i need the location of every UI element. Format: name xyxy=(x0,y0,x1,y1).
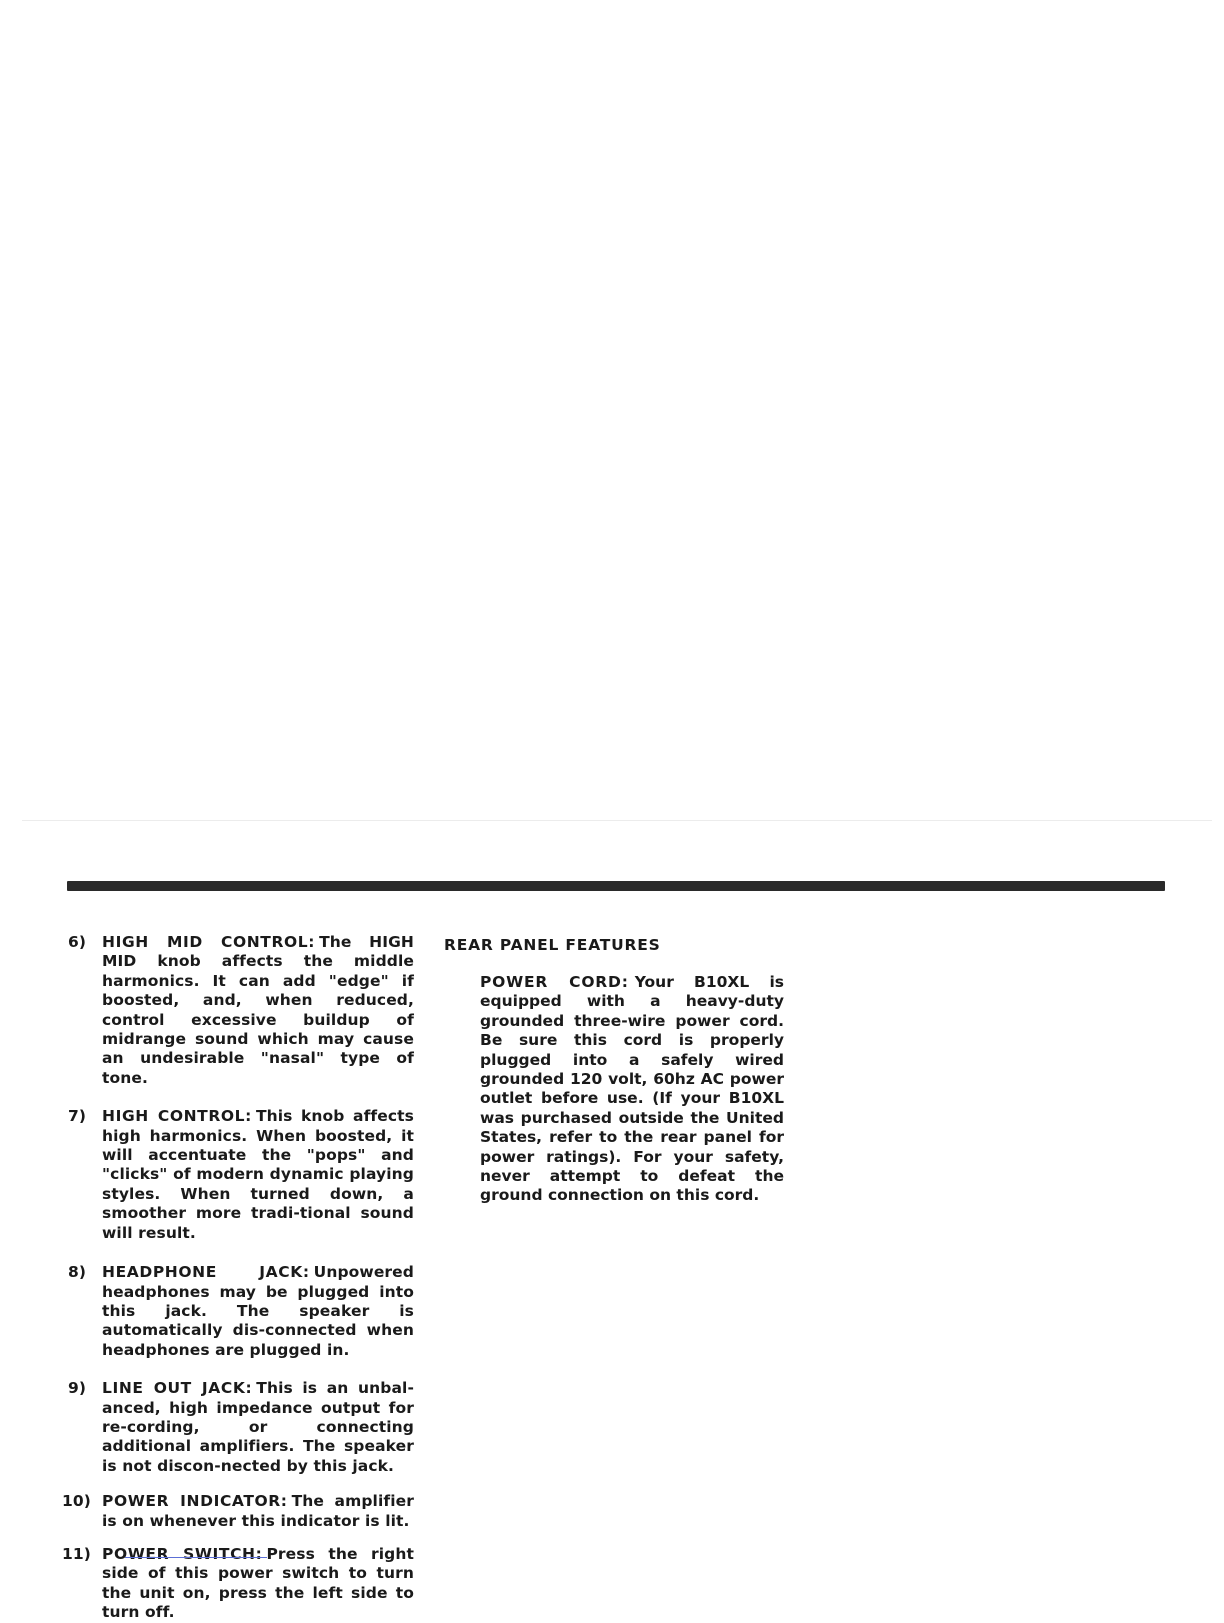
item-number: 11) xyxy=(62,1544,91,1563)
power-cord-paragraph xyxy=(444,973,784,1206)
item-text: This is an unbal-anced, high impedance output for re-cording, or connecting additional amplifiers. The speaker is not discon-nected by this jack. xyxy=(102,1379,414,1475)
front-panel-controls-list xyxy=(62,933,414,1623)
item-number: 9) xyxy=(68,1379,87,1398)
list-item xyxy=(62,1263,414,1360)
item-heading: POWER INDICATOR: xyxy=(102,1492,288,1511)
item-number: 7) xyxy=(68,1107,87,1126)
item-heading: LINE OUT JACK: xyxy=(102,1379,253,1398)
item-text: The amplifier is on whenever this indicator is lit. xyxy=(102,1492,414,1530)
item-heading: POWER SWITCH: xyxy=(102,1544,263,1563)
section-rule xyxy=(67,881,1165,891)
item-heading: HIGH CONTROL: xyxy=(102,1107,252,1126)
item-heading: HEADPHONE JACK: xyxy=(102,1263,310,1282)
item-heading: HIGH MID CONTROL: xyxy=(102,933,316,951)
rear-panel-section xyxy=(444,935,784,1206)
underline-mark xyxy=(125,1557,267,1558)
item-text: Unpowered headphones may be plugged into this jack. The speaker is automatically dis-connected when headphones are plugged in. xyxy=(102,1263,414,1359)
item-text: This knob affects high harmonics. When boosted, it will accentuate the "pops" and "clicks" of modern dynamic playing styles. When turned down, a smoother more tradi-tional sound will result. xyxy=(102,1107,414,1242)
list-item xyxy=(62,1379,414,1476)
item-number: 10) xyxy=(62,1492,91,1511)
feature-heading: POWER CORD: xyxy=(480,973,629,991)
section-title: REAR PANEL FEATURES xyxy=(444,936,661,954)
list-item xyxy=(62,1492,414,1531)
page-edge xyxy=(22,820,1212,821)
item-text: Press the right side of this power switch to turn the unit on, press the left side to turn off. xyxy=(102,1544,415,1622)
item-text: The HIGH MID knob affects the middle harmonics. It can add "edge" if boosted, and, when reduced, control excessive buildup of midrange sound which may cause an undesirable "nasal" type of tone. xyxy=(102,933,414,1087)
feature-text: Your B10XL is equipped with a heavy-duty grounded three-wire power cord. Be sure this cord is properly plugged into a safely wired grounded 120 volt, 60hz AC power outlet before use. (If your B10XL was purchased outside the United States, refer to the rear panel for power ratings). For your safety, never attempt to defeat the ground connection on this cord. xyxy=(480,973,785,1205)
list-item xyxy=(62,933,414,1088)
item-number: 6) xyxy=(68,933,87,951)
list-item xyxy=(62,1107,414,1243)
item-number: 8) xyxy=(68,1263,87,1282)
